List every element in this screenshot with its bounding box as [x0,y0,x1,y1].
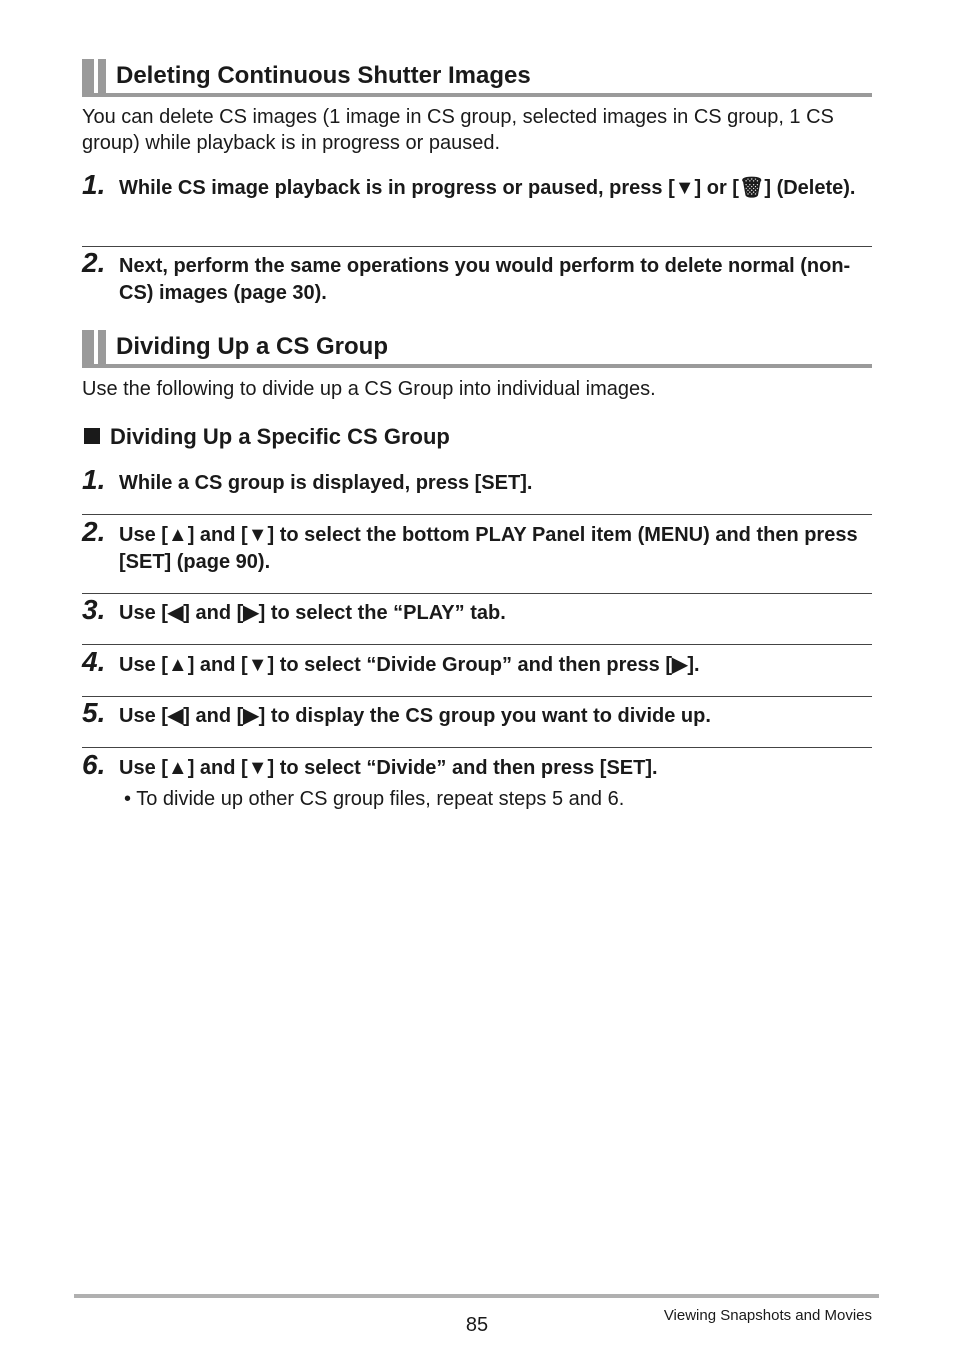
heading-bar [98,59,106,94]
square-bullet-icon [84,428,100,444]
step-divider [82,246,872,247]
section-intro: Use the following to divide up a CS Group into individual images. [82,378,656,400]
chapter-title: Viewing Snapshots and Movies [663,1307,872,1324]
heading-underline [82,93,872,97]
subheading-text: Dividing Up a Specific CS Group [110,424,450,449]
step-text: Use [▲] and [▼] to select “Divide Group” and then press [▶]. [119,654,700,676]
step-divider [82,514,872,515]
section-heading-deleting [82,59,872,97]
step-note: • To divide up other CS group files, repeat steps 5 and 6. [124,788,625,810]
step-number: 4. [82,646,106,677]
step-number: 5. [82,697,106,728]
section-title: Deleting Continuous Shutter Images [116,62,531,89]
step-text: While CS image playback is in progress or paused, press [▼] or [🗑] (Delete). [119,177,856,199]
step-text: Next, perform the same operations you would perform to delete normal (non-CS) images (page 30). [119,255,851,304]
step-number: 6. [82,749,106,780]
step-text: Use [◀] and [▶] to select the “PLAY” tab. [119,602,506,624]
section-heading-dividing [82,330,872,368]
step-divider [82,747,872,748]
step-number: 2. [82,516,106,547]
step-text: While a CS group is displayed, press [SET]. [119,472,533,494]
step-number: 2. [82,247,106,278]
step-text: Use [▲] and [▼] to select the bottom PLAY Panel item (MENU) and then press [SET] (page 90). [119,524,858,573]
step-number: 1. [82,169,106,200]
step-text: Use [◀] and [▶] to display the CS group you want to divide up. [119,705,711,727]
step-number: 3. [82,594,106,625]
heading-bar [98,330,106,365]
step-divider [82,696,872,697]
step-divider [82,593,872,594]
step-divider [82,644,872,645]
heading-bar [82,330,94,365]
subheading [84,424,450,450]
step-number: 1. [82,464,106,495]
section-title: Dividing Up a CS Group [116,333,389,360]
heading-underline [82,364,872,368]
page-number: 85 [465,1314,489,1336]
section-intro: You can delete CS images (1 image in CS group, selected images in CS group, 1 CS group) while playback is in progress or paused. [82,106,834,154]
footer-rule [74,1294,879,1298]
heading-bar [82,59,94,94]
step-text: Use [▲] and [▼] to select “Divide” and then press [SET]. [119,757,658,779]
